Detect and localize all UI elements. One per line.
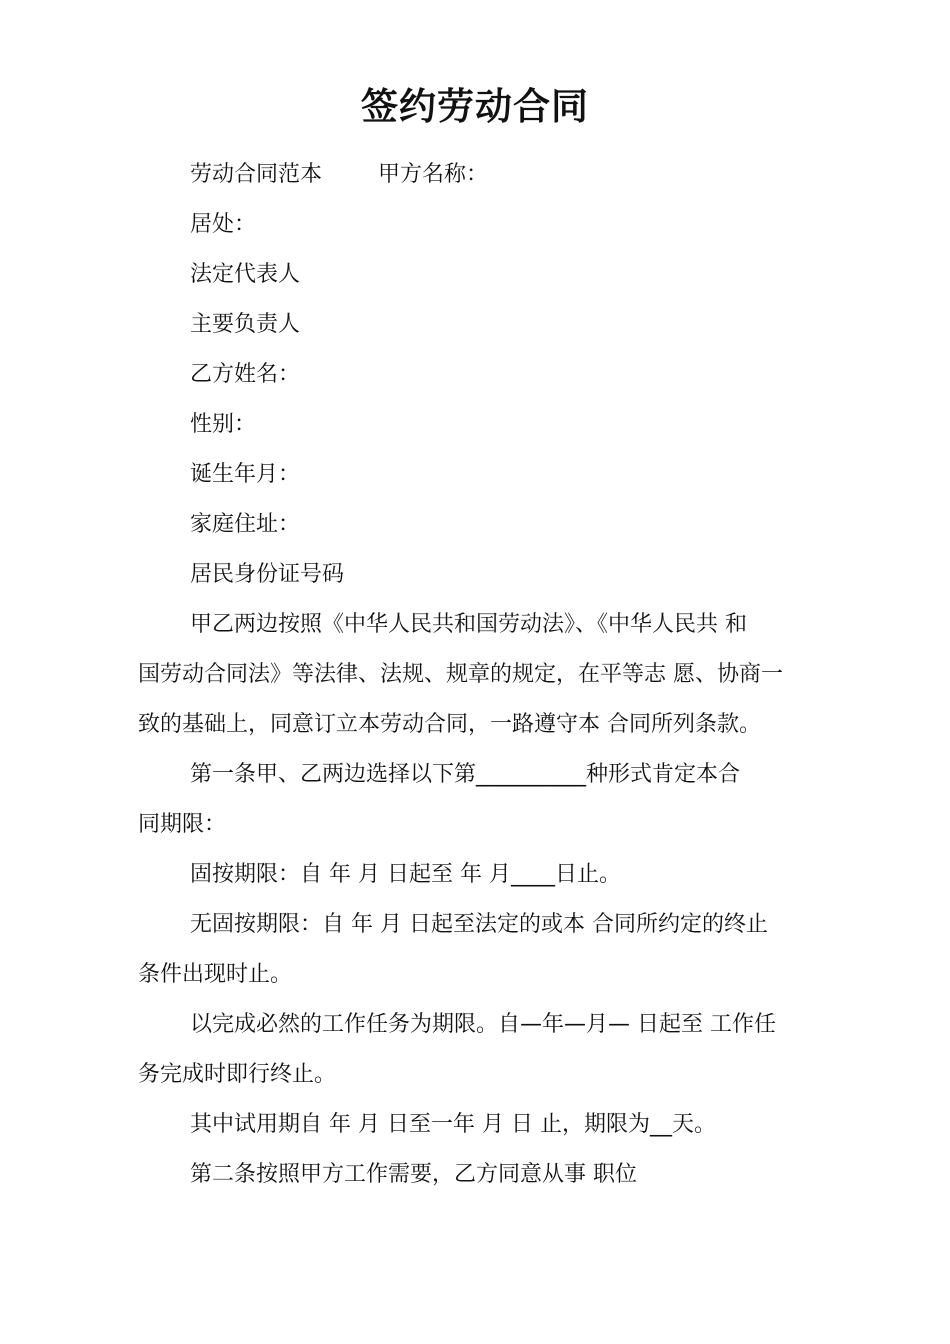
paragraph-line: 国劳动合同法》等法律、法规、规章的规定，在平等志 愿、协商一 — [138, 662, 783, 687]
template-label: 劳动合同范本 — [190, 162, 323, 187]
field-home-address: 家庭住址： — [190, 512, 301, 537]
paragraph-line: 无固按期限：自 年 月 日起至法定的或本 合同所约定的终止 — [190, 912, 768, 937]
document-body — [138, 150, 838, 1200]
paragraph-line: 甲乙两边按照《中华人民共和国劳动法》、《中华人民共 和 — [190, 612, 747, 637]
field-residence: 居处： — [190, 212, 257, 237]
paragraph-line: 以完成必然的工作任务为期限。自—年—月— 日起至 工作任 — [190, 1012, 776, 1037]
party-a-name-label: 甲方名称： — [378, 162, 489, 187]
paragraph-line: 务完成时即行终止。 — [138, 1062, 337, 1087]
paragraph-task-term — [138, 1000, 838, 1100]
paragraph-line: 固按期限：自 年 月 日起至 年 月____日止。 — [190, 862, 621, 887]
field-legal-representative: 法定代表人 — [190, 262, 301, 287]
paragraph-line: 致的基础上，同意订立本劳动合同，一路遵守本 合同所列条款。 — [138, 712, 761, 737]
paragraph-preamble — [138, 600, 838, 750]
header-line — [138, 150, 838, 200]
paragraph-line: 第二条按照甲方工作需要，乙方同意从事 职位 — [190, 1162, 637, 1187]
field-principal: 主要负责人 — [190, 312, 301, 337]
paragraph-line: 同期限： — [138, 812, 227, 837]
paragraph-article-1 — [138, 750, 838, 850]
paragraph-open-term — [138, 900, 838, 1000]
field-birth-date: 诞生年月： — [190, 462, 301, 487]
paragraph-line: 条件出现时止。 — [138, 962, 293, 987]
paragraph-fixed-term — [138, 850, 838, 900]
field-id-number: 居民身份证号码 — [190, 562, 345, 587]
paragraph-probation — [138, 1100, 838, 1150]
field-gender: 性别： — [190, 412, 257, 437]
paragraph-line: 第一条甲、乙两边选择以下第__________种形式肯定本合 — [190, 762, 741, 787]
field-party-b-name: 乙方姓名： — [190, 362, 301, 387]
paragraph-article-2 — [138, 1150, 838, 1200]
paragraph-line: 其中试用期自 年 月 日至一年 月 日 止，期限为__天。 — [190, 1112, 716, 1137]
document-title: 签约劳动合同 — [361, 85, 589, 128]
